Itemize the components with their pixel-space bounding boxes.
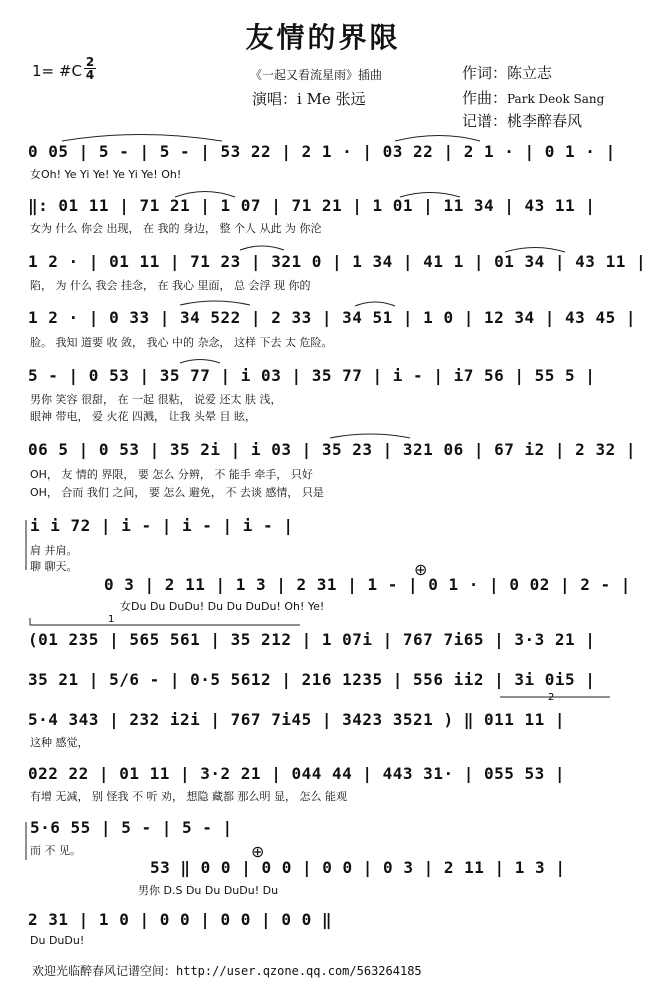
score-row-5: 5 - | 0 53 | 35 77 | i 03 | 35 77 | i - | i7 56 | 55 5 |	[28, 366, 596, 385]
score-row-6: 06 5 | 0 53 | 35 2i | i 03 | 35 23 | 321 06 | 67 i2 | 2 32 |	[28, 440, 636, 459]
key-signature: 1= #C	[32, 62, 82, 80]
lyricist-credit: 作词：陈立志	[462, 64, 553, 82]
lyrics-row-7b: 聊 聊天。	[30, 560, 78, 573]
slur	[62, 135, 222, 142]
score-row-10: 35 21 | 5/6 - | 0·5 5612 | 216 1235 | 556 ii2 | 3i 0i5 |	[28, 670, 596, 689]
lyrics-row-11: 这种 感觉，	[30, 736, 89, 749]
lyrics-row-3: 陷， 为 什么 我会 挂念， 在 我心 里面， 总 会浮 现 你的	[30, 279, 311, 292]
singer-credit: 演唱：i Me 张远	[252, 90, 366, 108]
score-row-9: (01 235 | 565 561 | 35 212 | 1 07i | 767 7i65 | 3·3 21 |	[28, 630, 596, 649]
lyrics-row-15: Du DuDu!	[30, 934, 85, 947]
lyrics-row-13: 而 不 见。	[30, 844, 81, 857]
ending-number-1: 1	[108, 614, 115, 625]
slur	[330, 434, 410, 438]
score-row-12: 022 22 | 01 11 | 3·2 21 | 044 44 | 443 31· | 055 53 |	[28, 764, 566, 783]
slur	[395, 136, 480, 142]
slur	[180, 360, 220, 364]
footer-credit: 欢迎光临醉春风记谱空间：http://user.qzone.qq.com/563264185	[32, 964, 422, 978]
time-signature-top: 2	[85, 55, 95, 69]
lyrics-row-5a: 男你 笑容 很甜， 在 一起 很粘， 说爱 还太 肤 浅，	[30, 393, 282, 406]
score-row-4: 1 2 · | 0 33 | 34 522 | 2 33 | 34 51 | 1 0 | 12 34 | 43 45 |	[28, 308, 636, 327]
score-row-13: 5·6 55 | 5 - | 5 - |	[30, 818, 233, 837]
source-note: 《一起又看流星雨》插曲	[250, 68, 383, 82]
time-signature-bottom: 4	[85, 68, 95, 82]
lyrics-row-6a: OH， 友 情的 界限， 要 怎么 分辨， 不 能手 牵手， 只好	[30, 468, 313, 481]
score-row-11: 5·4 343 | 232 i2i | 767 7i45 | 3423 3521 ) ‖ 011 11 |	[28, 710, 566, 729]
lyrics-row-2: 女为 什么 你会 出现， 在 我的 身边， 整 个人 从此 为 你沦	[30, 222, 322, 235]
transcriber-credit: 记谱：桃李醉春风	[462, 112, 583, 130]
slur	[175, 192, 235, 198]
lyrics-row-1: 女Oh! Ye Yi Ye! Ye Yi Ye! Oh!	[30, 168, 182, 181]
lyrics-row-12: 有增 无减， 别 怪我 不 听 劝， 想隐 藏都 那么明 显， 怎么 能观	[30, 790, 347, 803]
slur	[180, 301, 250, 305]
lyrics-row-14: 男你 D.S Du Du DuDu! Du	[138, 884, 279, 897]
lyrics-row-6b: OH， 合而 我们 之间， 要 怎么 避免， 不 去谈 感情， 只是	[30, 486, 324, 499]
composer-name: Park Deok Sang	[507, 92, 605, 106]
coda-sign: ⊕	[414, 560, 428, 579]
score-row-7: i i 72 | i - | i - | i - |	[30, 516, 294, 535]
lyrics-row-4: 脸。 我知 道要 收 敛， 我心 中的 杂念， 这样 下去 太 危险。	[30, 336, 333, 349]
score-row-1: 0 05 | 5 - | 5 - | 53 22 | 2 1 · | 03 22 | 2 1 · | 0 1 · |	[28, 142, 616, 161]
slur	[400, 193, 460, 198]
lyrics-row-8: 女Du Du DuDu! Du Du DuDu! Oh! Ye!	[120, 600, 325, 613]
composer-label: 作曲：	[462, 89, 508, 107]
score-title: 友情的界限	[245, 21, 401, 54]
score-row-15: 2 31 | 1 0 | 0 0 | 0 0 | 0 0 ‖	[28, 910, 332, 929]
slur	[240, 246, 284, 250]
score-row-3: 1 2 · | 01 11 | 71 23 | 321 0 | 1 34 | 41 1 | 01 34 | 43 11 |	[28, 252, 646, 271]
coda-sign-2: ⊕	[251, 842, 265, 861]
score-row-14: 53 ‖ 0 0 | 0 0 | 0 0 | 0 3 | 2 11 | 1 3 |	[150, 858, 566, 877]
ending-number-2: 2	[548, 692, 555, 703]
slur	[505, 248, 565, 253]
ending-bracket-1	[30, 618, 300, 625]
lyrics-row-7a: 肩 并肩。	[30, 544, 78, 557]
score-row-8: 0 3 | 2 11 | 1 3 | 2 31 | 1 - | 0 1 · | 0 02 | 2 - |	[104, 575, 631, 594]
lyrics-row-5b: 眼神 带电， 爱 火花 四溅， 让我 头晕 目 眩，	[30, 410, 256, 423]
slur	[355, 302, 395, 306]
score-row-2: ‖: 01 11 | 71 21 | 1 07 | 71 21 | 1 01 | 11 34 | 43 11 |	[28, 196, 596, 215]
